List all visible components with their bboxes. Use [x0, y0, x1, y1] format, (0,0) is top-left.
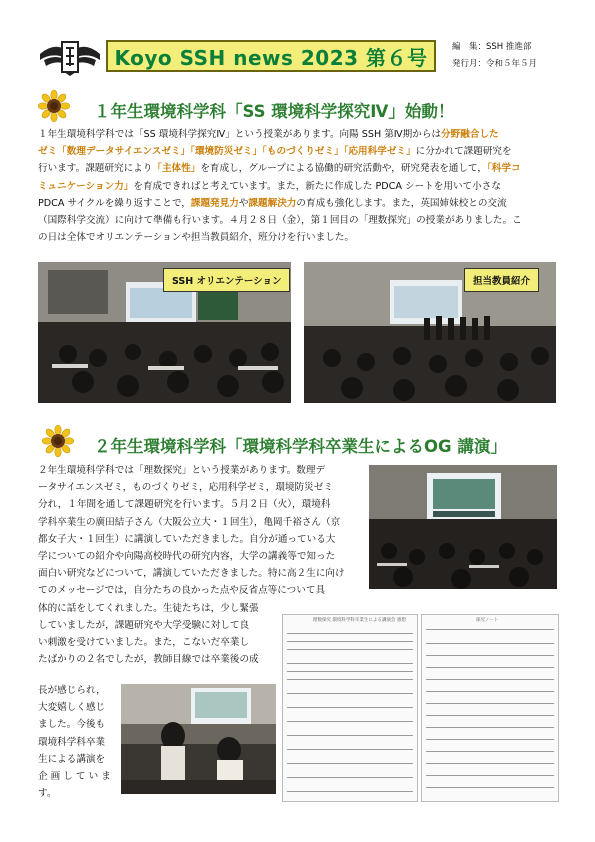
section1-title: １年生環境科学科「SS 環境科学探究Ⅳ」始動！	[94, 102, 455, 121]
published-label: 発行月：令和５年５月	[452, 59, 538, 69]
text-line: 環境科学科卒業	[38, 736, 106, 748]
text-line: 大変嬉しく感じ	[38, 702, 106, 714]
text-line: 都女子大・１回生）に講演していただきました。自分が通っている大	[38, 533, 336, 545]
text-line: 学科卒業生の廣田結子さん（大阪公立大・１回生），亀岡千裕さん（京	[38, 516, 341, 528]
text-line: 面白い研究などについて，講演していただきました。特に高２生に向け	[38, 568, 345, 580]
text-line: たばかりの２名でしたが，教師目線では卒業後の成	[38, 654, 259, 666]
og-lecture-photo	[369, 465, 557, 589]
school-emblem-icon	[38, 38, 102, 76]
teacher-intro-tag: 担当教員紹介	[464, 268, 539, 292]
text-line: 分れ，１年間を通して課題研究を行います。５月２日（火），環境科	[38, 499, 331, 511]
text-line: い刺激を受けていました。また，こないだ卒業し	[38, 637, 250, 649]
text-line: ました。今後も	[38, 719, 106, 731]
worksheet-notes	[421, 614, 559, 802]
sunflower-icon	[38, 90, 70, 122]
speaker-photo	[121, 684, 276, 794]
editor-label: 編 集：SSH 推進部	[452, 42, 532, 52]
worksheet-left-header: 理数探究 環境科学科卒業生による講演会 感想	[313, 618, 406, 623]
text-line: 学についての紹介や向陽高校時代の研究内容，大学の講義等で知った	[38, 551, 336, 563]
section2-title: ２年生環境科学科「環境科学科卒業生によるOG 講演」	[94, 437, 507, 456]
text-line: ２年生環境科学科では「理数探究」という授業があります。数理デ	[38, 465, 326, 476]
text-line: 長が感じられ，	[38, 685, 106, 696]
worksheet-right-header: 探究ノート	[476, 618, 499, 623]
orientation-tag: SSH オリエンテーション	[163, 268, 290, 292]
text-line: 体的に話をしてくれました。生徒たちは，少し緊張	[38, 602, 259, 614]
section1-paragraph: １年生環境科学科では「SS 環境科学探究Ⅳ」という授業があります。向陽 SSH 第Ⅳ期からは分野融合した ゼミ「数理データサイエンスゼミ」「環境防災ゼミ」「ものづくりゼミ」「応用科学ゼミ」に分かれて課題研究を 行います。課題研究により「主体性」を育成し，グループによる協働的研究活動や，研究発表を通して，「科学コ ミュニケーション力」を育成できればと考えています。また，新たに作成した PDCA シートを用いて小さな PDCA サイクルを繰り返すことで，課題発見力や課題解決力の育成も強化します。また，英国姉妹校との交流 （国際科学交流）に向けて準備も行います。４月２８日（金），第１回目の「理数探究」の授業がありました。こ の日は全体でオリエンテーションや担当教員紹介，班分けを行いました。	[38, 129, 522, 244]
text-line: 生による講演を	[38, 753, 106, 765]
text-line: す。	[38, 788, 57, 800]
text-line: 企 画 し て い ま	[38, 771, 111, 783]
section2-paragraph-tail	[38, 682, 118, 802]
sunflower-icon	[42, 425, 74, 457]
text-line: ータサイエンスゼミ，ものづくりゼミ，応用科学ゼミ，環境防災ゼミ	[38, 482, 333, 494]
text-line: していましたが，課題研究や大学受験に対して良	[38, 619, 250, 631]
worksheet-impressions	[282, 614, 418, 802]
text-line: てのメッセージでは，自分たちの良かった点や反省点等について具	[38, 585, 326, 597]
newsletter-title: Koyo SSH news 2023 第６号	[106, 40, 436, 72]
